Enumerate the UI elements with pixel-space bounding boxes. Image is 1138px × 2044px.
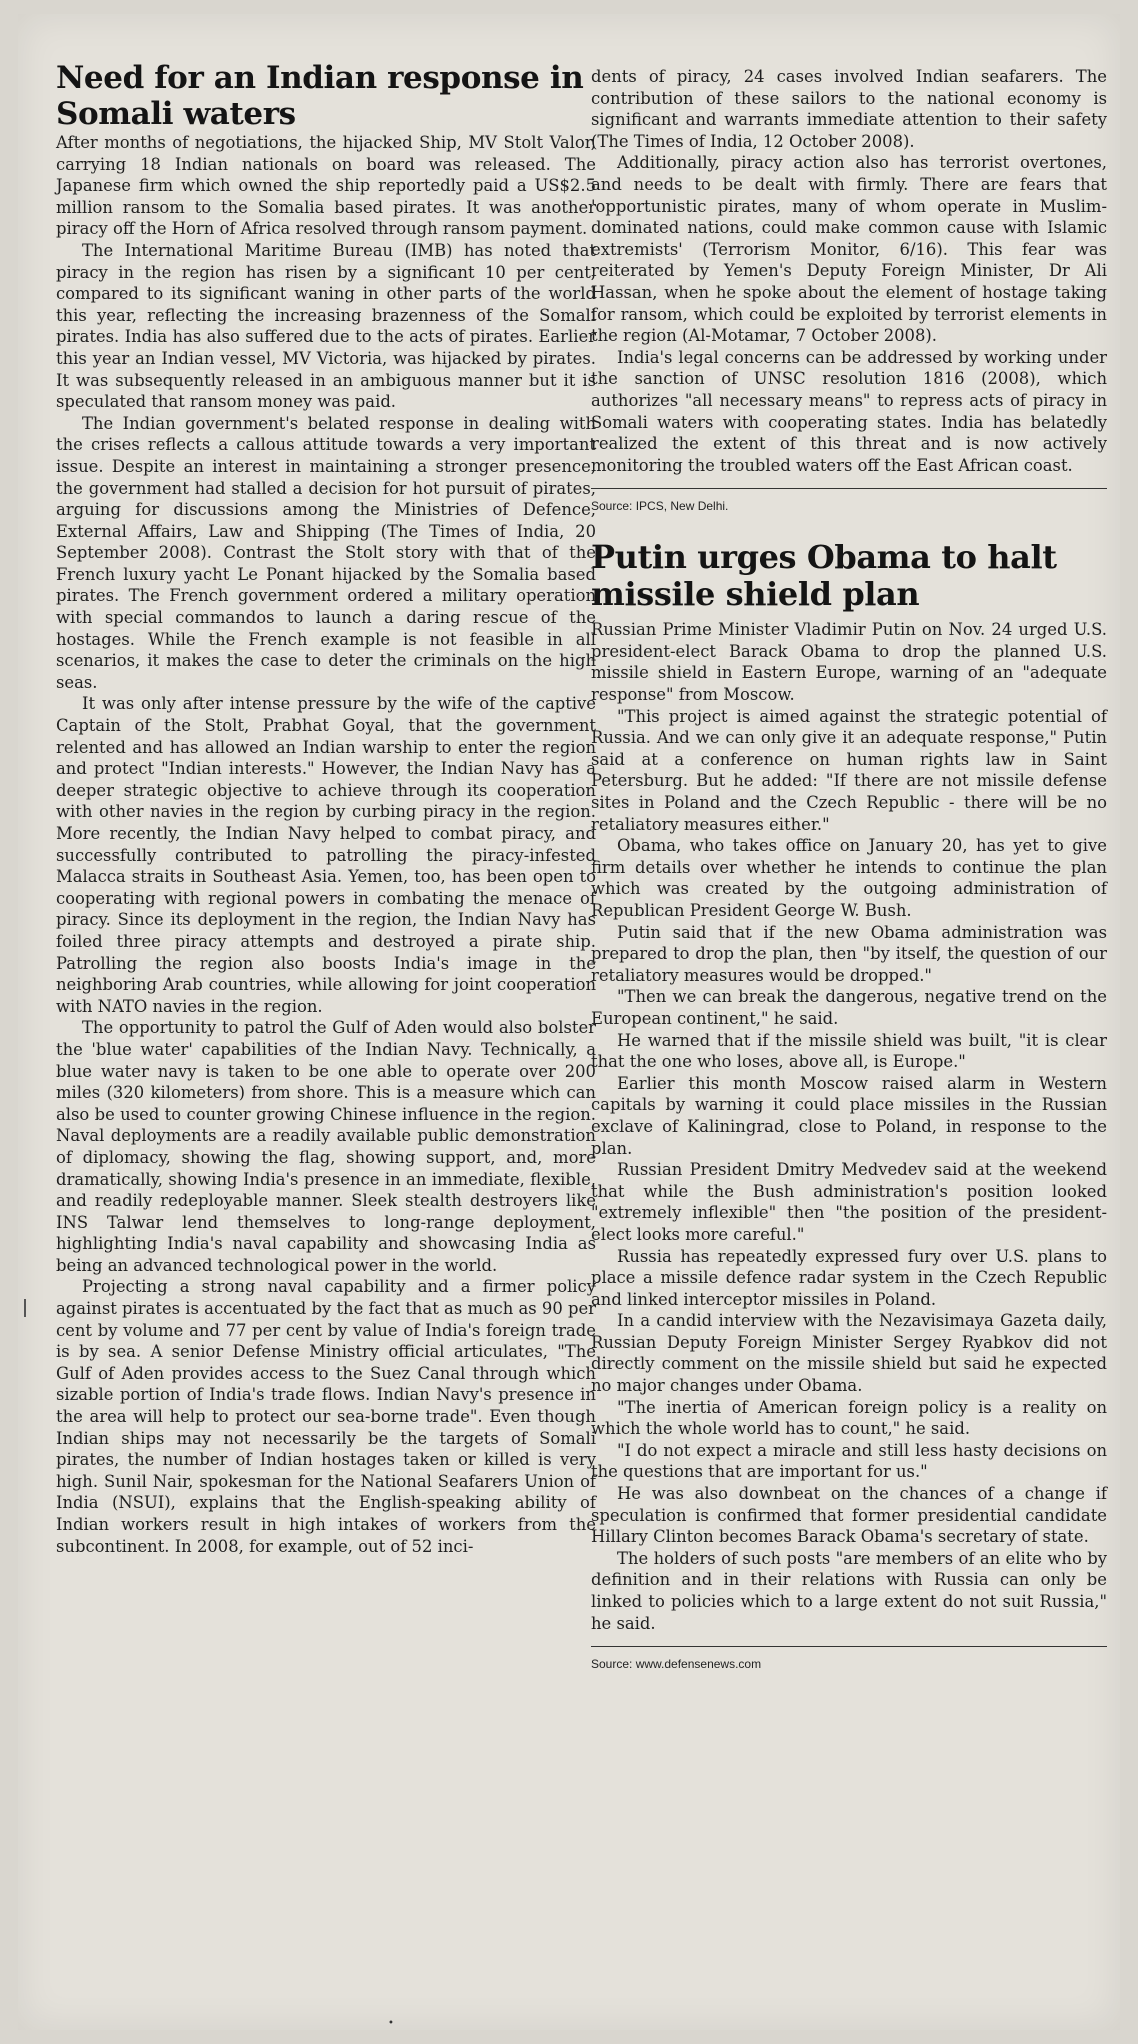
article2-paragraph: The holders of such posts "are members of an elite who by definition and in their relations with Russia can only be linked to policies which to a large extent do not suit Russia," he said. [591,1548,1107,1633]
article2-paragraph: "Then we can break the dangerous, negative trend on the European continent," he said. [591,987,1107,1028]
article1-continuation: India's legal concerns can be addressed by working under the sanction of UNSC resolution 1816 (2008), which authorizes "all necessary means" to repress acts of piracy in Somali waters with cooperating states. India has belatedly realized the extent of this threat and is now actively monitoring the troubled waters off the East African coast. [591,347,1107,475]
margin-mark [24,1299,26,1317]
article2-paragraph: "This project is aimed against the strategic potential of Russia. And we can only give it an adequate response," Putin said at a conference on human rights law in Saint Petersburg. But he added: "If there are not missile defense sites in Poland and the Czech Republic - there will be no retaliatory measures either." [591,706,1107,834]
article1-source: Source: IPCS, New Delhi. [591,499,729,514]
article2-paragraph: In a candid interview with the Nezavisimaya Gazeta daily, Russian Deputy Foreign Minister Sergey Ryabkov did not directly comment on the missile shield but said he expected no major changes under Obama. [591,1311,1107,1396]
article2-headline: Putin urges Obama to halt missile shield plan [591,538,1057,614]
left-column [56,60,596,1557]
article2-body [591,619,1107,1634]
article2-paragraph: He warned that if the missile shield was built, "it is clear that the one who loses, above all, is Europe." [591,1030,1107,1072]
article2-paragraph: Putin said that if the new Obama administration was prepared to drop the plan, then "by itself, the question of our retaliatory measures would be dropped." [591,922,1107,985]
article2-source: Source: www.defensenews.com [591,1657,762,1672]
article2-paragraph: Russia has repeatedly expressed fury over U.S. plans to place a missile defence radar system in the Czech Republic and linked interceptor missiles in Poland. [591,1246,1107,1309]
article1-paragraph: After months of negotiations, the hijacked Ship, MV Stolt Valor, carrying 18 Indian nationals on board was released. The Japanese firm which owned the ship reportedly paid a US$2.5 million ransom to the Somalia based pirates. It was another piracy off the Horn of Africa resolved through ransom payment. [56,133,596,239]
article2-paragraph: Obama, who takes office on January 20, has yet to give firm details over whether he intends to continue the plan which was created by the outgoing administration of Republican President George W. Bush. [591,836,1107,920]
article1-headline: Need for an Indian response in Somali waters [56,60,584,132]
article1-continuation: Additionally, piracy action also has terrorist overtones, and needs to be dealt with firmly. There are fears that 'opportunistic pirates, many of whom operate in Muslim-dominated nations, could make common cause with Islamic extremists' (Terrorism Monitor, 6/16). This fear was reiterated by Yemen's Deputy Foreign Minister, Dr Ali Hassan, when he spoke about the element of hostage taking for ransom, which could be exploited by terrorist elements in the region (Al-Motamar, 7 October 2008). [591,153,1107,346]
article1-paragraph: The Indian government's belated response in dealing with the crises reflects a callous attitude towards a very important issue. Despite an interest in maintaining a stronger presence, the government had stalled a decision for hot pursuit of pirates, arguing for discussions among the Ministries of Defence, External Affairs, Law and Shipping (The Times of India, 20 September 2008). Contrast the Stolt story with that of the French luxury yacht Le Ponant hijacked by the Somalia based pirates. The French government ordered a military operation with special commandos to launch a daring rescue of the hostages. While the French example is not feasible in all scenarios, it makes the case to deter the criminals on the high seas. [56,413,596,692]
divider [591,488,1107,489]
article2-paragraph: He was also downbeat on the chances of a change if speculation is confirmed that former presidential candidate Hillary Clinton becomes Barack Obama's secretary of state. [591,1484,1107,1547]
article2-paragraph: Russian President Dmitry Medvedev said at the weekend that while the Bush administration's position looked "extremely inflexible" then "the position of the president-elect looks more careful." [591,1160,1107,1244]
newspaper-page [18,14,1120,2030]
page-dot: • [388,2018,394,2029]
article1-paragraph: The opportunity to patrol the Gulf of Aden would also bolster the 'blue water' capabilities of the Indian Navy. Technically, a blue water navy is taken to be one able to operate over 200 miles (320 kilometers) from shore. This is a measure which can also be used to counter growing Chinese influence in the region. Naval deployments are a readily available public demonstration of diplomacy, showing the flag, showing support, and, more dramatically, showing India's presence in an immediate, flexible, and readily redeployable manner. Sleek stealth destroyers like INS Talwar lend themselves to long-range deployment, highlighting India's naval capability and showcasing India as being an advanced technological power in the world. [56,1018,596,1275]
article1-paragraph: Projecting a strong naval capability and a firmer policy against pirates is accentuated by the fact that as much as 90 per cent by volume and 77 per cent by value of India's foreign trade is by sea. A senior Defense Ministry official articulates, "The Gulf of Aden provides access to the Suez Canal through which sizable portion of India's trade flows. Indian Navy's presence in the area will help to protect our sea-borne trade". Even though Indian ships may not necessarily be the targets of Somali pirates, the number of Indian hostages taken or killed is very high. Sunil Nair, spokesman for the National Seafarers Union of India (NSUI), explains that the English-speaking ability of Indian workers result in high intakes of workers from the subcontinent. In 2008, for example, out of 52 inci- [56,1277,596,1556]
article1-continuation: dents of piracy, 24 cases involved Indian seafarers. The contribution of these sailors to the national economy is significant and warrants immediate attention to their safety (The Times of India, 12 October 2008). [591,67,1107,151]
article2-paragraph: Earlier this month Moscow raised alarm in Western capitals by warning it could place missiles in the Russian exclave of Kaliningrad, close to Poland, in response to the plan. [591,1073,1107,1158]
article2-paragraph: Russian Prime Minister Vladimir Putin on Nov. 24 urged U.S. president-elect Barack Obama to drop the planned U.S. missile shield in Eastern Europe, warning of an "adequate response" from Moscow. [591,620,1107,705]
article2-paragraph: "The inertia of American foreign policy is a reality on which the whole world has to count," he said. [591,1397,1107,1439]
article1-paragraph: It was only after intense pressure by the wife of the captive Captain of the Stolt, Prabhat Goyal, that the government relented and has allowed an Indian warship to enter the region and protect "Indian interests." However, the Indian Navy has a deeper strategic objective to achieve through its cooperation with other navies in the region by curbing piracy in the region. More recently, the Indian Navy helped to combat piracy, and successfully contributed to patrolling the piracy-infested Malacca straits in Southeast Asia. Yemen, too, has been open to cooperating with regional powers in combating the menace of piracy. Since its deployment in the region, the Indian Navy has foiled three piracy attempts and destroyed a pirate ship. Patrolling the region also boosts India's image in the neighboring Arab countries, while allowing for joint cooperation with NATO navies in the region. [56,694,596,1016]
article2-paragraph: "I do not expect a miracle and still less hasty decisions on the questions that are important for us." [591,1440,1107,1482]
article1-paragraph: The International Maritime Bureau (IMB) has noted that piracy in the region has risen by a significant 10 per cent, compared to its significant waning in other parts of the world this year, reflecting the increasing brazenness of the Somali pirates. India has also suffered due to the acts of pirates. Earlier this year an Indian vessel, MV Victoria, was hijacked by pirates. It was subsequently released in an ambiguous manner but it is speculated that ransom money was paid. [56,240,596,412]
divider [591,1646,1107,1647]
right-column [591,66,1107,1671]
